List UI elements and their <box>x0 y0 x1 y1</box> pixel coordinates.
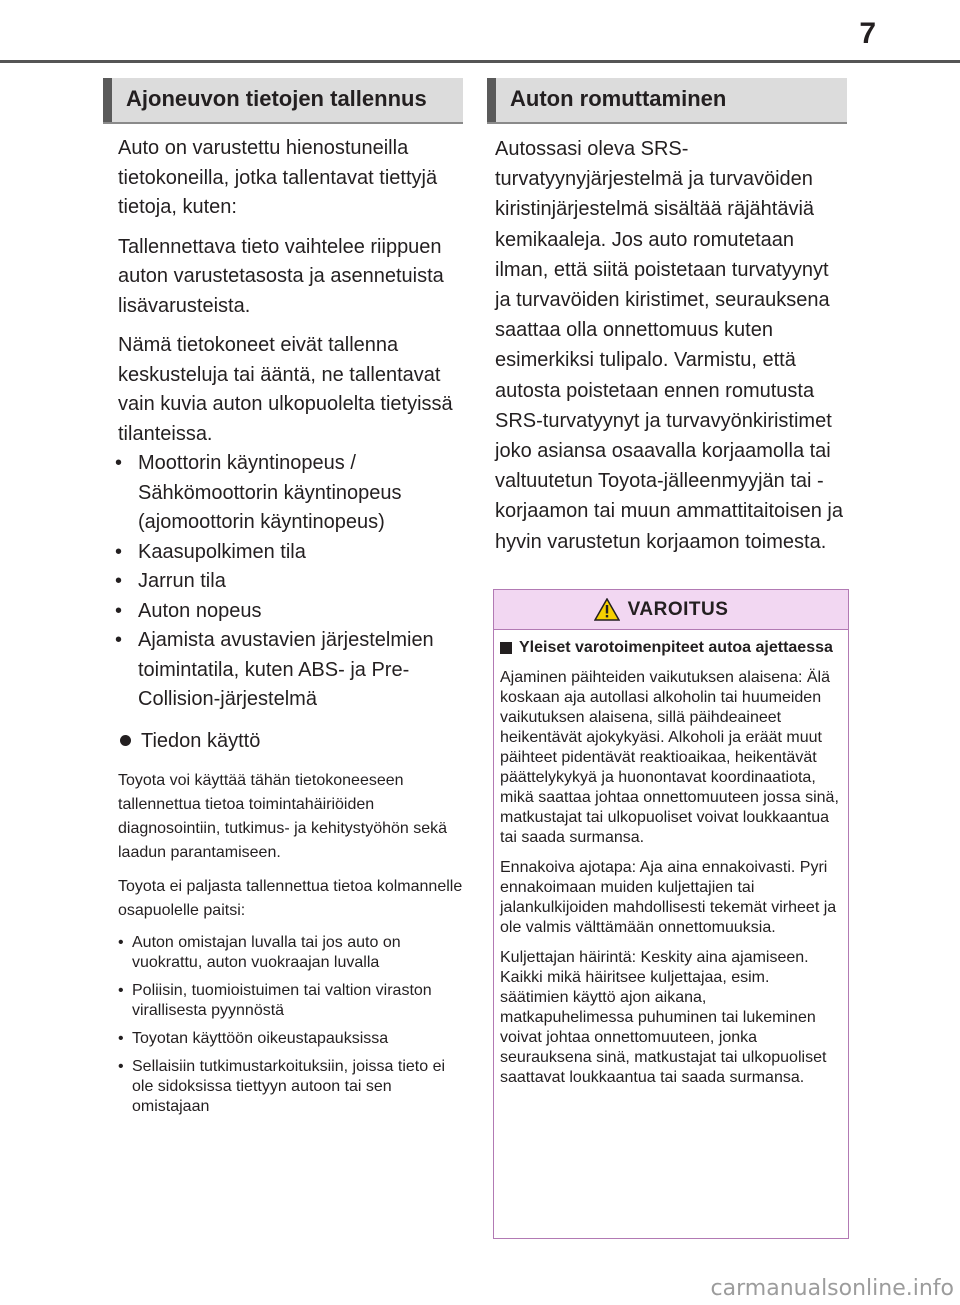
list-item: • Toyotan käyttöön oikeustapauksissa <box>118 1029 463 1049</box>
bullet-list <box>103 449 463 715</box>
list-item: • Auton nopeus <box>113 597 463 627</box>
warning-box <box>493 589 849 1239</box>
list-item: • Jarrun tila <box>113 567 463 597</box>
square-bullet-icon <box>500 642 512 654</box>
paragraph: Nämä tietokoneet eivät tallenna keskusteluja tai ääntä, ne tallentavat vain kuvia auton ulkopuolelta tietyissä tilanteissa. <box>118 334 453 445</box>
section-header-bar <box>103 78 112 122</box>
warning-body <box>494 630 848 1088</box>
right-column <box>487 78 847 577</box>
subheading <box>103 727 463 755</box>
warning-triangle-icon <box>594 598 620 621</box>
list-item: • Ajamista avustavien järjestelmien toimintatila, kuten ABS- ja Pre-Collision-järjestelmä <box>113 626 463 715</box>
section-header-data-recording <box>103 78 463 124</box>
warning-subtitle-text: Yleiset varotoimenpiteet autoa ajettaessa <box>519 639 833 656</box>
small-paragraph: Toyota voi käyttää tähän tietokoneeseen tallennettua tietoa toimintahäiriöiden diagnosointiin, tutkimus- ja kehitystyöhön sekä laadun parantamiseen. <box>118 771 448 861</box>
section-header-bar <box>487 78 496 122</box>
small-bullet-list <box>103 933 463 1117</box>
paragraph: Auto on varustettu hienostuneilla tietokoneilla, jotka tallentavat tiettyjä tietoja, kuten: <box>118 137 438 218</box>
top-rule <box>0 60 960 63</box>
small-paragraph: Toyota ei paljasta tallennettua tietoa kolmannelle osapuolelle paitsi: <box>118 877 463 919</box>
warning-header <box>494 590 848 630</box>
paragraph: Autossasi oleva SRS-turvatyynyjärjestelmä ja turvavöiden kiristinjärjestelmä sisältää räjähtäviä kemikaaleja. Jos auto romutetaan ilman, että siitä poistetaan turvatyynyt ja turvavöiden kiristimet, seurauksena saattaa olla onnettomuus kuten esimerkiksi tulipalo. Varmistu, että autosta poistetaan ennen romutusta SRS-turvatyynyt ja turvavyönkiristimet joko asiansa osaavalla korjaamolla tai valtuutetun Toyota-jälleenmyyjän tai -korjaamon tai muun ammattitaitoisen ja hyvin varustetun korjaamon toimesta. <box>495 138 843 553</box>
list-item: • Poliisin, tuomioistuimen tai valtion viraston virallisesta pyynnöstä <box>118 981 463 1021</box>
subheading-text: Tiedon käyttö <box>141 729 261 752</box>
section-header-scrapping <box>487 78 847 124</box>
warning-paragraph: Ennakoiva ajotapa: Aja aina ennakoivasti. Pyri ennakoimaan muiden kuljettajien tai jalankulkijoiden mahdollisesti tekemät virheet ja ole valmis välttämään onnettomuuksia. <box>500 859 837 936</box>
warning-paragraph: Kuljettajan häirintä: Keskity aina ajamiseen. Kaikki mikä häiritsee kuljettajaa, esim. säätimien käyttö ajon aikana, matkapuhelimessa puhuminen tai lukeminen voivat johtaa onnettomuuteen, jonka seurauksena sinä, matkustajat tai ulkopuoliset saattavat loukkaantua tai saada surmansa. <box>500 949 827 1086</box>
page-number: 7 <box>859 17 876 50</box>
warning-subtitle <box>500 638 842 658</box>
warning-paragraph: Ajaminen päihteiden vaikutuksen alaisena: Älä koskaan aja autollasi alkoholin tai huumeiden vaikutuksen alaisena, sillä päihdeaineet heikentävät ajokykyäsi. Alkoholi ja eräät muut päihteet pidentävät reaktioaikaa, heikentävät päättelykykyä ja huonontavat koordinaatiota, mikä saattaa johtaa onnettomuuteen jossa sinä, matkustajat tai ulkopuoliset voivat loukkaantua tai saada surmansa. <box>500 669 839 846</box>
paragraph: Tallennettava tieto vaihtelee riippuen auton varustetasosta ja asennetuista lisävarusteista. <box>118 235 444 317</box>
warning-label: VAROITUS <box>627 598 729 620</box>
list-item: • Auton omistajan luvalla tai jos auto on vuokrattu, auton vuokraajan luvalla <box>118 933 463 973</box>
section-title: Auton romuttaminen <box>510 86 727 111</box>
list-item: • Moottorin käyntinopeus / Sähkömoottorin käyntinopeus (ajomoottorin käyntinopeus) <box>113 449 463 538</box>
list-item: • Sellaisiin tutkimustarkoituksiin, joissa tieto ei ole sidoksissa tiettyyn autoon tai sen omistajaan <box>118 1057 463 1117</box>
bullet-dot-icon <box>120 735 131 746</box>
watermark: carmanualsonline.info <box>710 1276 954 1301</box>
section-title: Ajoneuvon tietojen tallennus <box>126 86 427 111</box>
list-item: • Kaasupolkimen tila <box>113 538 463 568</box>
left-column <box>103 78 463 1125</box>
